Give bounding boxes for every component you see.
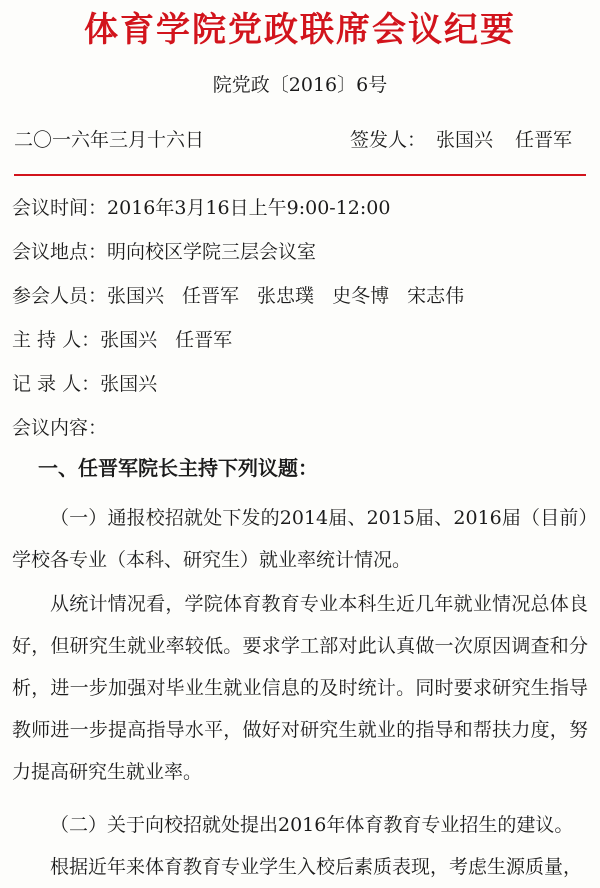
host-name: 任晋军 xyxy=(175,329,233,351)
attendees-label: 参会人员： xyxy=(12,285,108,307)
meeting-time-value: 2016年3月16日上午9:00-12:00 xyxy=(107,197,391,219)
recorder-label: 记 录 人： xyxy=(12,373,101,395)
content-row xyxy=(12,410,592,454)
body-paragraph-2: 根据近年来体育教育专业学生入校后素质表现，考虑生源质量， xyxy=(50,856,583,878)
recorder-value: 张国兴 xyxy=(100,373,158,395)
attendee-name: 张国兴 xyxy=(107,285,165,307)
attendee-name: 张忠璞 xyxy=(257,285,315,307)
attendee-name: 任晋军 xyxy=(182,285,240,307)
host-label: 主 持 人： xyxy=(12,329,101,351)
meeting-info xyxy=(12,190,592,454)
body-paragraph-1: 从统计情况看，学院体育教育专业本科生近几年就业情况总体良好，但研究生就业率较低。要求学工部对此认真做一次原因调查和分析，进一步加强对毕业生就业信息的及时统计。同时要求研究生指导教师进一步提高指导水平，做好对研究生就业的指导和帮扶力度，努力提高研究生就业率。 xyxy=(12,593,588,783)
meeting-time-row xyxy=(12,190,592,234)
header-divider xyxy=(14,174,586,176)
host-name: 张国兴 xyxy=(100,329,158,351)
meeting-place-label: 会议地点： xyxy=(12,241,108,263)
meeting-place-row xyxy=(12,234,592,278)
agenda-item-1: （一）通报校招就处下发的2014届、2015届、2016届（目前）学校各专业（本科、研究生）就业率统计情况。 xyxy=(12,507,588,571)
attendees-row xyxy=(12,278,592,322)
meeting-place-value: 明向校区学院三层会议室 xyxy=(107,241,317,263)
attendee-name: 宋志伟 xyxy=(407,285,465,307)
meeting-time-label: 会议时间： xyxy=(12,197,108,219)
signer-name: 张国兴 xyxy=(435,129,493,151)
recorder-row xyxy=(12,366,592,410)
host-row xyxy=(12,322,592,366)
signer-name: 任晋军 xyxy=(514,129,572,151)
signer-line xyxy=(350,126,572,154)
section-heading: 一、任晋军院长主持下列议题： xyxy=(38,456,318,480)
issue-date: 二〇一六年三月十六日 xyxy=(14,129,205,151)
attendee-name: 史冬博 xyxy=(332,285,390,307)
document-title: 体育学院党政联席会议纪要 xyxy=(84,10,516,50)
signer-label: 签发人： xyxy=(349,129,426,151)
document-number: 院党政〔2016〕6号 xyxy=(212,74,388,96)
agenda-item-2: （二）关于向校招就处提出2016年体育教育专业招生的建议。 xyxy=(50,814,574,836)
content-label: 会议内容： xyxy=(12,417,108,439)
